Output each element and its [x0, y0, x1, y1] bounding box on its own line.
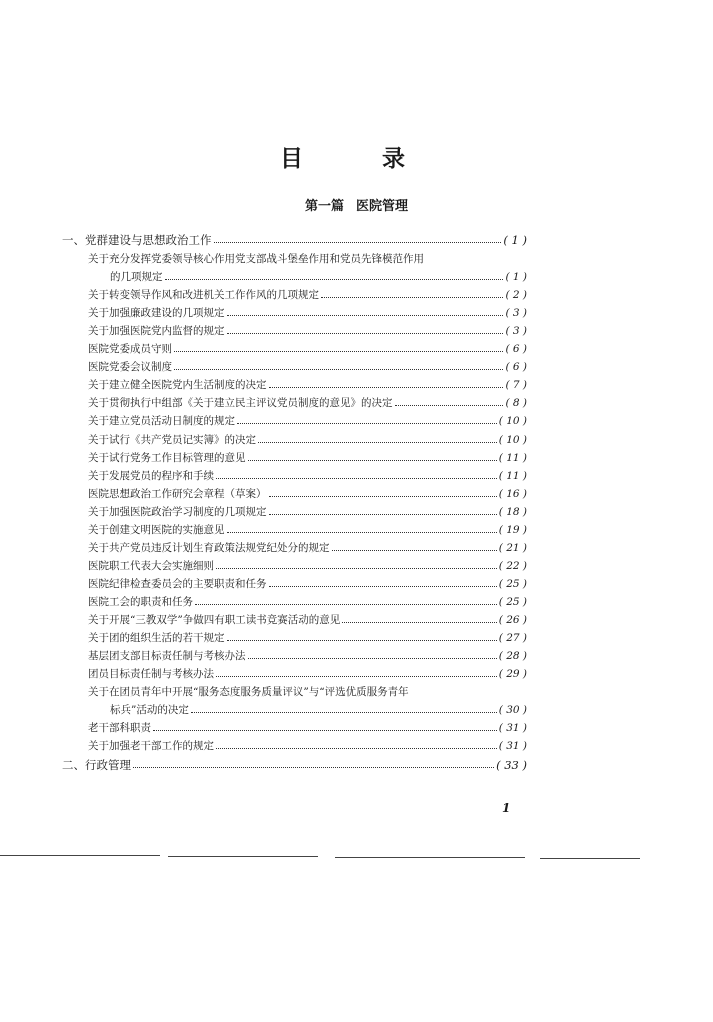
toc-entry-title: 关于加强老干部工作的规定: [88, 740, 214, 753]
toc-page-number: ( 16 ): [498, 487, 527, 500]
toc-page-number: ( 22 ): [498, 559, 527, 572]
leader-dots: [321, 288, 503, 298]
toc-entry-title: 关于建立党员活动日制度的规定: [88, 415, 235, 428]
toc-page-number: ( 33 ): [496, 758, 527, 773]
toc-page-number: ( 31 ): [498, 722, 527, 735]
toc-entry-title: 关于加强廉政建设的几项规定: [88, 307, 225, 320]
toc-page-number: ( 31 ): [498, 740, 527, 753]
toc-entry-title: 医院党委会议制度: [88, 361, 172, 374]
toc-entry-title: 基层团支部目标责任制与考核办法: [88, 650, 246, 663]
toc-entry: [88, 414, 527, 428]
leader-dots: [269, 577, 497, 587]
leader-dots: [216, 739, 497, 749]
toc-entry: [88, 631, 527, 645]
toc-entry-title: 医院工会的职责和任务: [88, 595, 193, 608]
leader-dots: [174, 342, 503, 352]
leader-dots: [269, 487, 497, 497]
toc-page-number: ( 6 ): [505, 361, 527, 374]
part-heading: [0, 195, 713, 214]
toc-page-number: ( 8 ): [505, 397, 527, 410]
toc-page-number: ( 10 ): [498, 415, 527, 428]
toc-page-number: ( 21 ): [498, 541, 527, 554]
section-heading: [62, 758, 527, 772]
toc-page-number: ( 30 ): [498, 704, 527, 717]
toc-page-number: ( 7 ): [505, 379, 527, 392]
toc-entry: [110, 270, 527, 284]
toc-entry-title: 关于创建文明医院的实施意见: [88, 523, 225, 536]
toc-entry-title: 关于在团员青年中开展“服务态度服务质量评议”与“评选优质服务青年: [88, 686, 409, 699]
toc-entry-title: 关于建立健全医院党内生活制度的决定: [88, 379, 267, 392]
bottom-scan-line: [335, 857, 525, 858]
toc-page-number: ( 1 ): [503, 233, 527, 247]
toc-entry: [88, 667, 527, 681]
toc-entry-title: 医院思想政治工作研究会章程（草案）: [88, 487, 267, 500]
toc-page-number: ( 27 ): [498, 632, 527, 645]
toc-entry-title: 二、行政管理: [62, 758, 131, 773]
toc-entry: [88, 649, 527, 663]
toc-entry-title: 关于充分发挥党委领导核心作用党支部战斗堡垒作用和党员先锋模范作用: [88, 253, 424, 265]
toc-entry-title: 关于发展党员的程序和手续: [88, 469, 214, 482]
toc-entry-title: 医院职工代表大会实施细则: [88, 559, 214, 572]
leader-dots: [165, 270, 504, 280]
leader-dots: [191, 703, 497, 713]
toc-page-number: ( 10 ): [498, 433, 527, 446]
leader-dots: [227, 523, 497, 533]
toc-entry-title: 关于试行《共产党员记实簿》的决定: [88, 433, 256, 446]
toc-entry-title: 关于加强医院政治学习制度的几项规定: [88, 505, 267, 518]
leader-dots: [237, 414, 497, 424]
toc-page-number: ( 11 ): [498, 451, 527, 464]
part-label: 第一篇: [304, 199, 344, 214]
toc-entry: [88, 451, 527, 465]
toc-entry: [88, 288, 527, 302]
toc-entry: [88, 433, 527, 447]
toc-entry: [88, 541, 527, 555]
toc-entry: [88, 378, 527, 392]
leader-dots: [227, 631, 497, 641]
toc-entry-title: 医院党委成员守则: [88, 343, 172, 356]
toc-page-number: ( 29 ): [498, 668, 527, 681]
toc-entry: [88, 505, 527, 519]
toc-entry-title: 关于共产党员违反计划生育政策法规党纪处分的规定: [88, 541, 330, 554]
toc-entry: [88, 577, 527, 591]
leader-dots: [216, 667, 497, 677]
toc-page-number: ( 11 ): [498, 469, 527, 482]
toc-entry-title: 老干部科职责: [88, 722, 151, 735]
leader-dots: [342, 613, 497, 623]
toc-entry: [88, 324, 527, 338]
section-heading: [62, 233, 527, 247]
toc-page-number: ( 28 ): [498, 650, 527, 663]
toc-entry: [88, 739, 527, 753]
toc-entry: [88, 360, 527, 374]
toc-entry: [110, 703, 527, 717]
leader-dots: [227, 324, 504, 334]
toc-page-number: ( 3 ): [505, 307, 527, 320]
toc-entry-title: 标兵”活动的决定: [110, 704, 189, 717]
toc-page-number: ( 25 ): [498, 595, 527, 608]
toc-page-number: ( 6 ): [505, 343, 527, 356]
toc-entry-title: 医院纪律检查委员会的主要职责和任务: [88, 577, 267, 590]
toc-entry: [88, 469, 527, 483]
toc-entry: [88, 487, 527, 501]
toc-page-number: ( 2 ): [505, 289, 527, 302]
toc-page-number: ( 26 ): [498, 614, 527, 626]
toc-entry-title: 关于转变领导作风和改进机关工作作风的几项规定: [88, 289, 319, 302]
toc-entry-title: 的几项规定: [110, 271, 163, 284]
leader-dots: [269, 378, 504, 388]
leader-dots: [395, 396, 504, 406]
toc-entry: [88, 342, 527, 356]
toc-page-number: ( 19 ): [498, 523, 527, 536]
toc-page-number: ( 25 ): [498, 577, 527, 590]
leader-dots: [174, 360, 503, 370]
toc-entry-title: 团员目标责任制与考核办法: [88, 668, 214, 681]
leader-dots: [258, 433, 497, 443]
toc-entry: [88, 721, 527, 735]
leader-dots: [227, 306, 504, 316]
bottom-scan-line: [0, 855, 160, 856]
toc-entry-title: 关于加强医院党内监督的规定: [88, 325, 225, 338]
toc-entry: [88, 523, 527, 537]
leader-dots: [216, 559, 497, 569]
toc-entry: [88, 595, 527, 609]
part-name: 医院管理: [356, 199, 409, 214]
toc-entry: [88, 613, 527, 627]
leader-dots: [153, 721, 497, 731]
toc-entry-title: 关于开展“三教双学”争做四有职工读书竞赛活动的意见: [88, 614, 341, 626]
page-title: 目 录: [280, 145, 433, 172]
toc-entry: [88, 306, 527, 320]
toc-page-number: ( 18 ): [498, 505, 527, 518]
bottom-scan-line: [168, 856, 318, 857]
toc-entry-title: 关于试行党务工作目标管理的意见: [88, 451, 246, 464]
toc-entry: [88, 559, 527, 573]
toc-entry: [88, 396, 527, 410]
toc-page-number: ( 1 ): [505, 271, 527, 284]
toc-entry-title: 关于贯彻执行中组部《关于建立民主评议党员制度的意见》的决定: [88, 397, 393, 410]
leader-dots: [195, 595, 497, 605]
toc-entry-title: 一、党群建设与思想政治工作: [62, 233, 212, 247]
leader-dots: [269, 505, 497, 515]
leader-dots: [216, 469, 497, 479]
leader-dots: [214, 233, 502, 243]
page-number: 1: [502, 801, 511, 815]
leader-dots: [248, 451, 497, 461]
toc-page-number: ( 3 ): [505, 325, 527, 338]
leader-dots: [133, 758, 494, 768]
leader-dots: [248, 649, 497, 659]
leader-dots: [332, 541, 497, 551]
toc-entry-title: 关于团的组织生活的若干规定: [88, 632, 225, 645]
bottom-scan-line: [540, 858, 640, 859]
